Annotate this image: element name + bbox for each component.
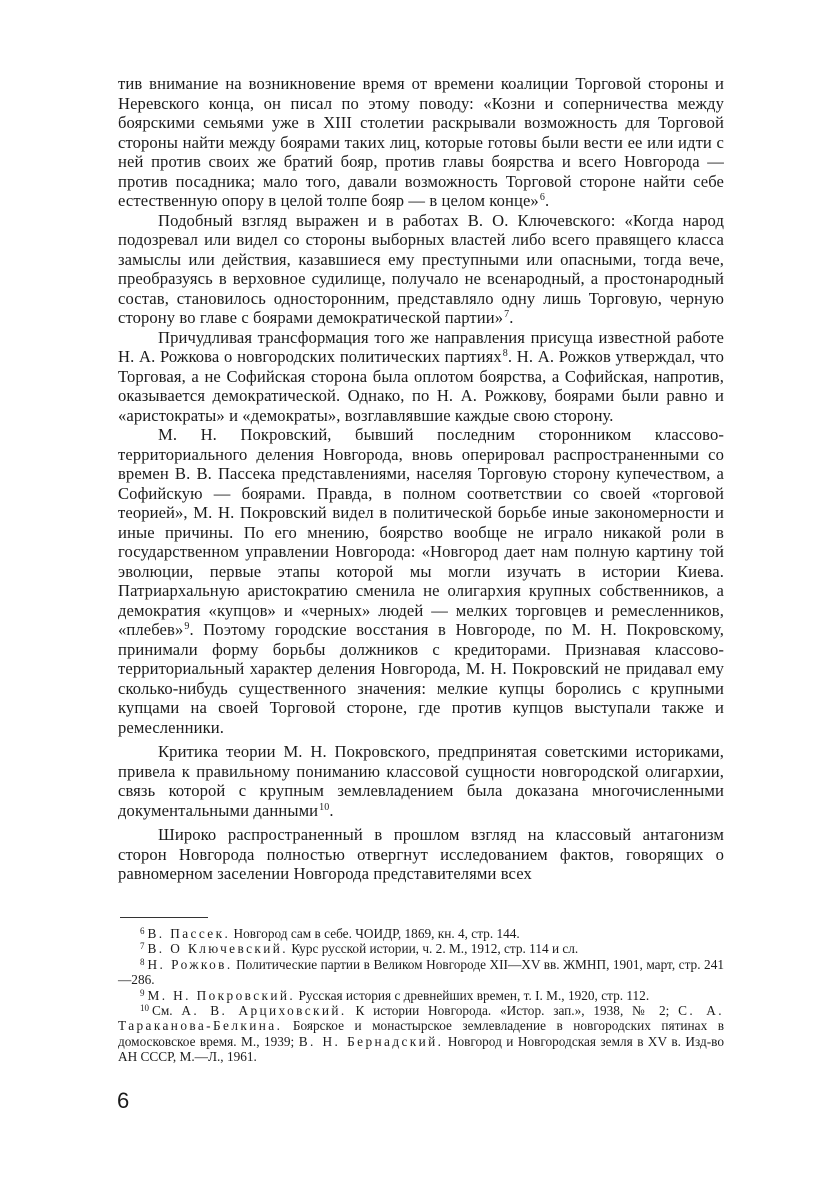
- footnote-separator: [120, 917, 208, 918]
- paragraph-3: Причудливая трансформация того же направления присуща известной работе Н. А. Рожкова о новгородских политических партиях$^8$. Н. А. Рожков утверждал, что Торговая, а не Софийская сторона была оплотом боярства, а Софийская, напротив, оказывается демократической. Однако, по Н. А. Рожкову, боярами были равно и «аристократы» и «демократы», возглавлявшие каждые свою сторону.: [118, 327, 724, 425]
- footnote-ref-9[interactable]: 9: [184, 621, 190, 632]
- footnote-ref-8[interactable]: 8: [502, 348, 508, 359]
- paragraph-2: Подобный взгляд выражен и в работах В. О. Ключевского: «Когда народ подозревал или видел со стороны выборных властей либо всего правящего класса замыслы или действия, казавшиеся ему преступными или опасными, тогда вече, преобразуясь в верховное судилище, получало не всенародный, а простонародный состав, становилось односторонним, представляло одну лишь Торговую, черную сторону во главе с боярами демократической партии»$^7$.: [118, 210, 724, 327]
- footnote-9: $^9$ М. Н. Покровский. Русская история с древнейших времен, т. I. М., 1920, стр. 112.: [140, 987, 650, 1003]
- footnote-8: $^8$ Н. Рожков. Политические партии в Великом Новгороде XII—XV вв. ЖМНП, 1901, март, стр. 241—286.: [118, 956, 724, 988]
- paragraph-4: М. Н. Покровский, бывший последним сторонником классово-территориального деления Новгорода, вновь оперировал распространенными со времен В. В. Пассека представлениями, населяя Торговую сторону купечеством, а Софийскую — боярами. Правда, в полном соответствии со своей «торговой теорией», М. Н. Покровский видел в политической борьбе иные закономерности и иные причины. По его мнению, боярство вообще не играло никакой роли в государственном управлении Новгорода: «Новгород дает нам полную картину той эволюции, первые этапы которой мы могли изучать в истории Киева. Патриархальную аристократию сменила не олигархия крупных собственников, а демократия «купцов» и «черных» людей — мелких торговцев и ремесленников, «плебев»$^9$. Поэтому городские восстания в Новгороде, по М. Н. Покровскому, принимали форму борьбы должников с кредиторами. Признавая классово-территориальный характер деления Новгорода, М. Н. Покровский не придавал ему сколько-нибудь существенного значения: мелкие купцы боролись с крупными купцами на своей Торговой стороне, где против купцов выступали также и ремесленники.: [118, 425, 724, 737]
- page-number: 6: [117, 1088, 130, 1113]
- footnote-7: $^7$ В. О Ключевский. Курс русской истории, ч. 2. М., 1912, стр. 114 и сл.: [140, 941, 579, 957]
- paragraph-1: тив внимание на возникновение время от времени коалиции Торговой стороны и Неревского конца, он писал по этому поводу: «Козни и соперничества между боярскими семьями уже в XIII столетии раскрывали возможность для Торговой стороны найти между боярами таких лиц, которые готовы были вести ее или идти с ней против своих же братий бояр, против главы боярства и всего Новгорода — против посадника; мало того, давали возможность Торговой стороне найти себе естественную опору в целой толпе бояр — в целом конце»$^6$.: [118, 74, 724, 210]
- footnote-ref-6[interactable]: 6: [539, 192, 545, 203]
- footnote-6: $^6$ В. Пассек. Новгород сам в себе. ЧОИДР, 1869, кн. 4, стр. 144.: [140, 926, 520, 941]
- body-text: [118, 74, 724, 884]
- footnotes: [118, 926, 724, 1065]
- paragraph-6: Широко распространенный в прошлом взгляд на классовый антагонизм сторон Новгорода полностью отвергнут исследованием фактов, говорящих о равномерном заселении Новгорода представителями всех: [118, 825, 724, 883]
- footnote-ref-7[interactable]: 7: [504, 309, 510, 320]
- footnote-10: $^{10}$ См. А. В. Арциховский. К истории Новгорода. «Истор. зап.», 1938, № 2; С. А. Тараканова-Белкина. Боярское и монастырское землевладение в новгородских пятинах в домосковское время. М., 1939; В. Н. Бернадский. Новгород и Новгородская земля в XV в. Изд-во АН СССР, М.—Л., 1961.: [118, 1003, 725, 1065]
- footnote-ref-10[interactable]: 10: [319, 801, 330, 813]
- paragraph-5: Критика теории М. Н. Покровского, предпринятая советскими историками, привела к правильному пониманию классовой сущности новгородской олигархии, связь которой с крупным землевладением была доказана многочисленными документальными данными$^{10}$.: [118, 742, 724, 820]
